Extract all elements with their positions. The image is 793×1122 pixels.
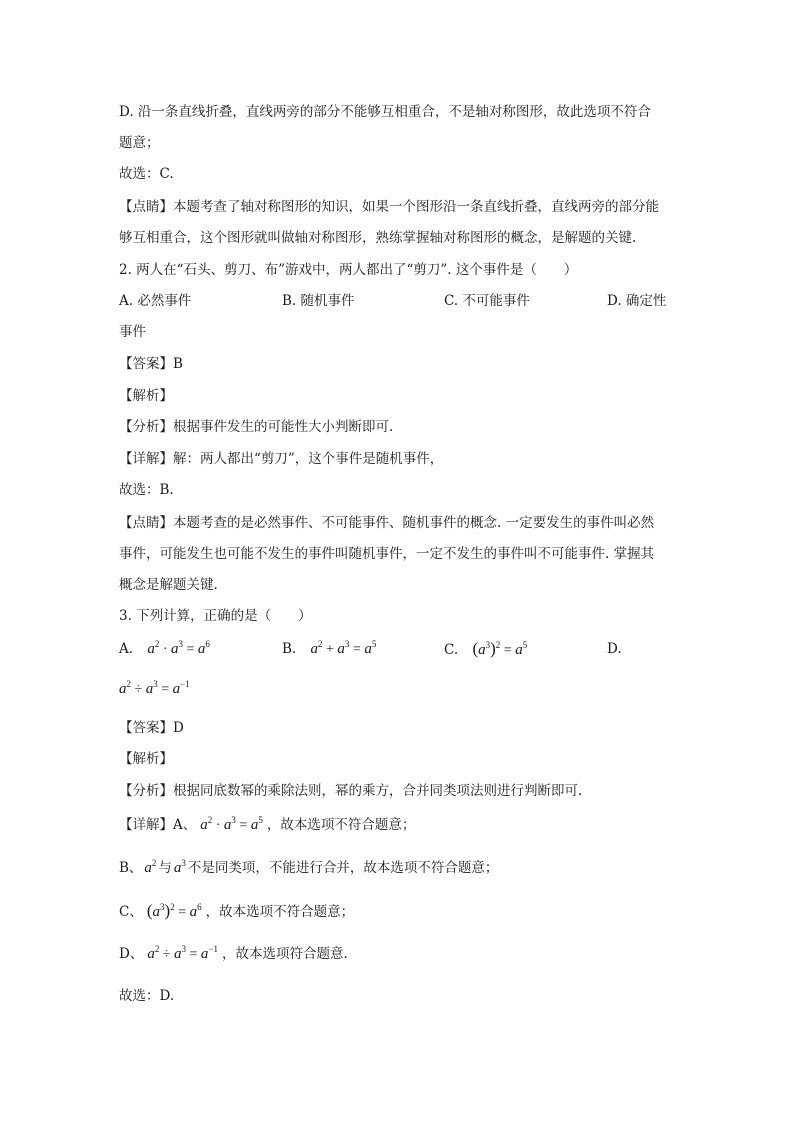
q3-detail-b-suffix: 不是同类项，不能进行合并，故本选项不符合题意；: [187, 860, 499, 876]
q3-option-b-formula: $a^2 + a^3 = a^5$: [310, 639, 377, 657]
q3-option-a-label: A.: [119, 641, 134, 657]
q3-detail-d-formula: $a^2 \div a^3 = a^{-1}$: [147, 944, 218, 962]
q2-comment-line3: 概念是解题关键.: [119, 577, 218, 593]
q3-detail-b-term1: $a^2$: [144, 858, 157, 876]
q3-detail-c-formula: $(a^3)^2 = a^6$: [146, 901, 202, 920]
q3-detail-b-prefix: B、: [119, 860, 143, 876]
q3-option-c: [444, 640, 527, 660]
q3-detail-a-formula: $a^2 \cdot a^3 = a^5$: [200, 815, 263, 833]
q1-option-d-line1: D. 沿一条直线折叠，直线两旁的部分不能够互相重合，不是轴对称图形，故此选项不符合: [119, 104, 651, 120]
q2-option-d: D. 确定性: [607, 293, 667, 309]
q2-comment-line1: 【点睛】本题考查的是必然事件、不可能事件、随机事件的概念. 一定要发生的事件叫必然: [119, 515, 655, 531]
q3-choice: 故选：D.: [119, 988, 175, 1004]
q3-detail-c-prefix: C、: [119, 904, 143, 920]
q1-comment-line1: 【点睛】本题考查了轴对称图形的知识，如果一个图形沿一条直线折叠，直线两旁的部分能: [119, 199, 659, 215]
q3-detail-b-term2: $a^3$: [173, 858, 186, 876]
q2-option-d-cont: 事件: [119, 324, 146, 340]
q3-option-d-label: D.: [607, 641, 622, 657]
q2-answer: 【答案】B: [119, 356, 183, 372]
q3-option-c-label: C.: [444, 642, 459, 658]
q3-option-b: [282, 640, 376, 659]
q3-option-b-label: B.: [282, 641, 297, 657]
q2-option-a: A. 必然事件: [119, 293, 192, 309]
q3-option-d-formula: $a^2 \div a^3 = a^{-1}$: [119, 679, 190, 697]
q3-analysis-header: 【解析】: [119, 751, 173, 767]
q1-choice: 故选：C.: [119, 166, 174, 182]
q2-question: 2. 两人在“石头、剪刀、布”游戏中，两人都出了“剪刀”. 这个事件是（ ）: [119, 262, 578, 278]
q3-detail-a: [119, 816, 415, 835]
q3-option-c-formula: $(a^3)^2 = a^5$: [472, 639, 528, 658]
q2-analysis-header: 【解析】: [119, 388, 173, 404]
q3-answer: 【答案】D: [119, 720, 184, 736]
q3-detail-a-prefix: 【详解】A、: [119, 817, 197, 833]
q2-comment-line2: 事件，可能发生也可能不发生的事件叫随机事件，一定不发生的事件叫不可能事件. 掌握其: [119, 546, 655, 562]
q3-detail-d-prefix: D、: [119, 946, 144, 962]
q3-detail-d-suffix: ，故本选项符合题意.: [222, 946, 348, 962]
q3-option-a-formula: $a^2 \cdot a^3 = a^6$: [147, 639, 210, 657]
q1-option-d-line2: 题意；: [119, 135, 160, 151]
q1-comment-line2: 够互相重合，这个图形就叫做轴对称图形，熟练掌握轴对称图形的概念，是解题的关键.: [119, 230, 637, 246]
q2-option-b: B. 随机事件: [282, 293, 355, 309]
q3-detail-a-suffix: ，故本选项不符合题意；: [266, 817, 416, 833]
q3-detail-b-mid: 与: [158, 860, 172, 876]
q3-detail-c: [119, 902, 354, 922]
q3-detail-c-suffix: ，故本选项不符合题意；: [205, 904, 355, 920]
q3-question: 3. 下列计算，正确的是（ ）: [119, 608, 312, 624]
q3-analysis: 【分析】根据同底数幂的乘除法则，幂的乘方，合并同类项法则进行判断即可.: [119, 783, 583, 799]
q3-detail-b: [119, 859, 498, 877]
q2-detail: 【详解】解：两人都出“剪刀”，这个事件是随机事件，: [119, 451, 444, 467]
q2-analysis: 【分析】根据事件发生的可能性大小判断即可.: [119, 419, 394, 435]
q3-option-a: [119, 640, 210, 659]
q3-detail-d: [119, 945, 348, 964]
q2-choice: 故选：B.: [119, 482, 174, 498]
q3-option-d: [119, 680, 190, 699]
q2-option-c: C. 不可能事件: [444, 293, 530, 309]
